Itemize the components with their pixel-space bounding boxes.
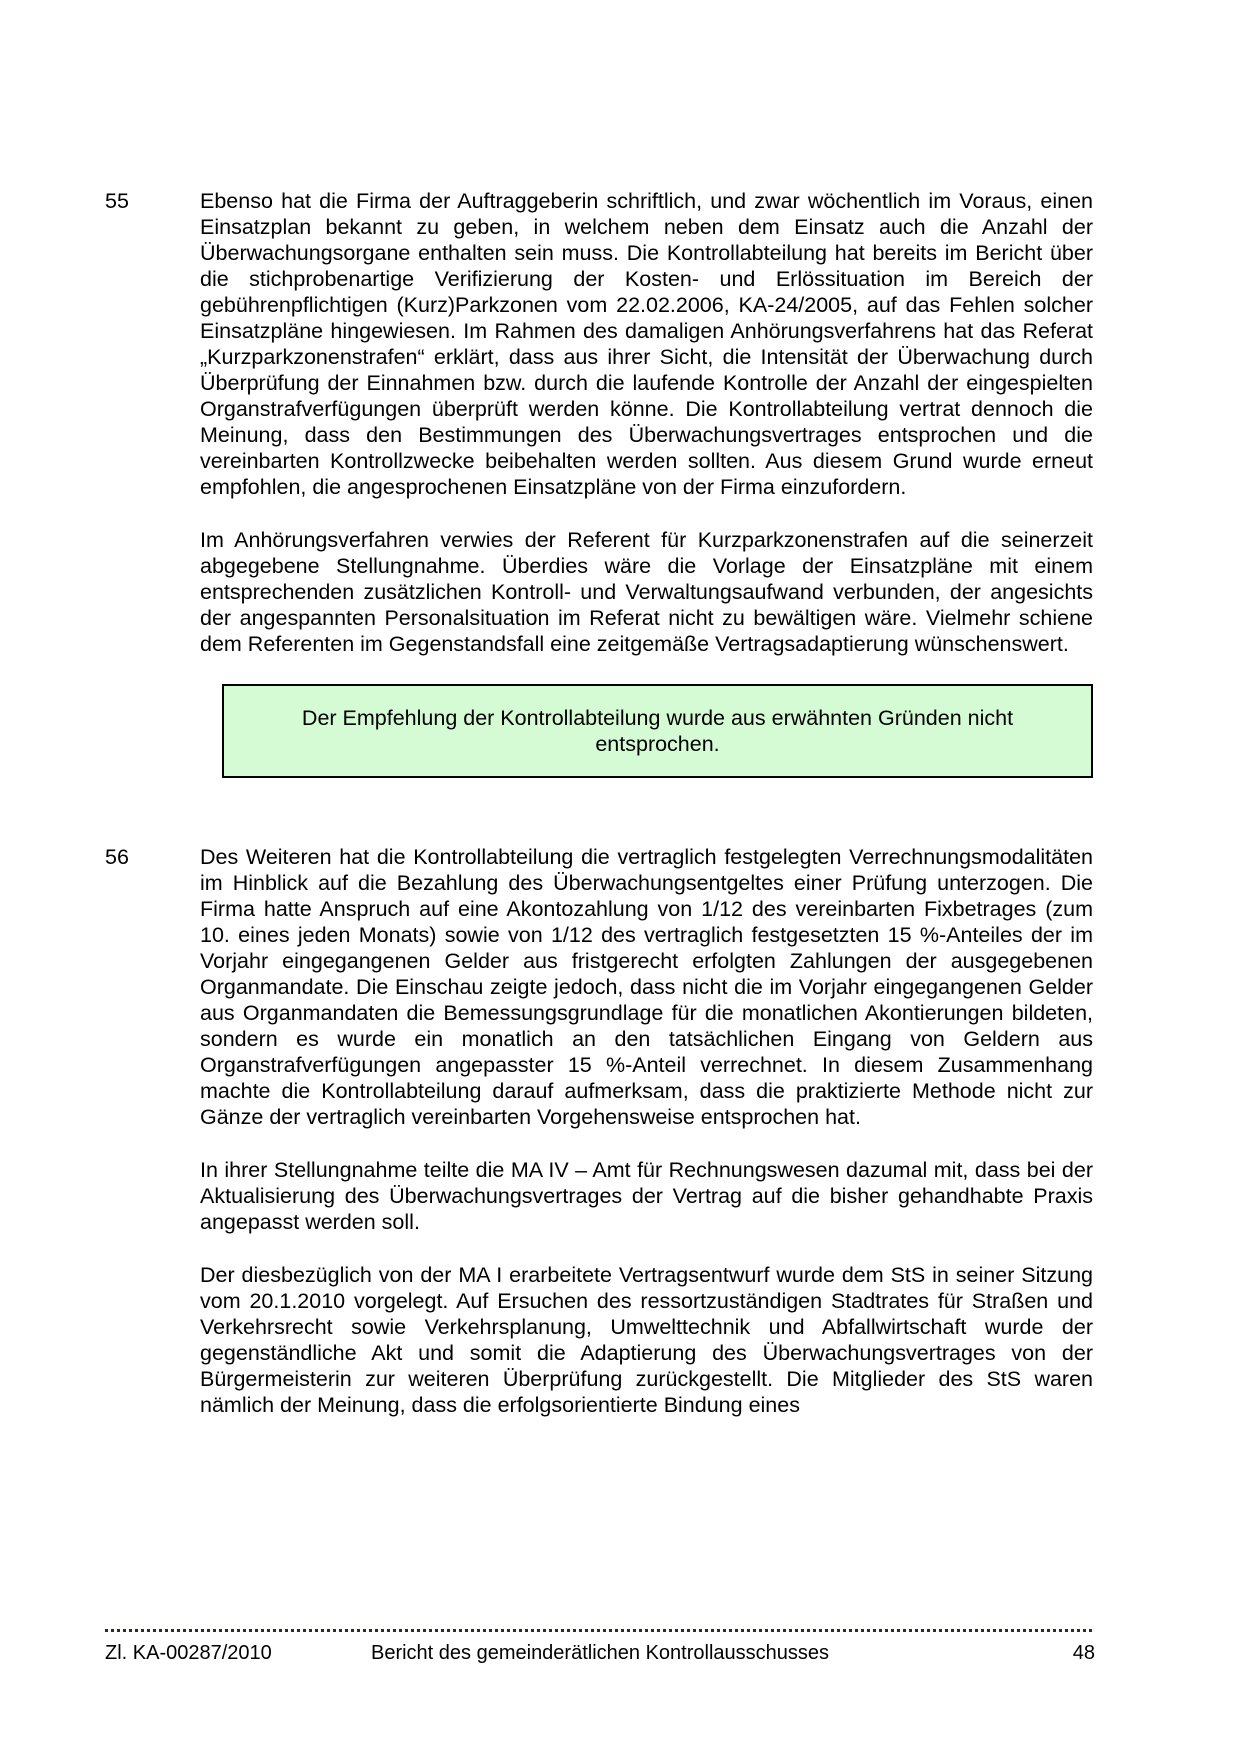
paragraph: In ihrer Stellungnahme teilte die MA IV – Amt für Rechnungswesen dazumal mit, dass bei der Aktualisierung des Überwachungsvertrages der Vertrag auf die bisher gehandhabte Praxis angepasst werden soll.	[200, 1158, 1093, 1234]
page-footer	[105, 1629, 1095, 1665]
document-content	[105, 188, 1093, 1418]
section-56	[105, 844, 1093, 1418]
footer-reference: Zl. KA-00287/2010	[105, 1642, 272, 1664]
footer-page-number: 48	[1072, 1642, 1095, 1664]
footer-row	[105, 1641, 1095, 1665]
section-body	[200, 188, 1093, 844]
section-body	[200, 844, 1093, 1418]
section-number: 55	[105, 189, 129, 213]
footer-divider	[105, 1629, 1095, 1632]
section-number: 56	[105, 845, 129, 869]
paragraph: Ebenso hat die Firma der Auftraggeberin schriftlich, und zwar wöchentlich im Voraus, einen Einsatzplan bekannt zu geben, in welchem neben dem Einsatz auch die Anzahl der Überwachungsorgane enthalten sein muss. Die Kontrollabteilung hat bereits im Bericht über die stichprobenartige Verifizierung der Kosten- und Erlössituation im Bereich der gebührenpflichtigen (Kurz)Parkzonen vom 22.02.2006, KA-24/2005, auf das Fehlen solcher Einsatzpläne hingewiesen. Im Rahmen des damaligen Anhörungsverfahrens hat das Referat „Kurzparkzonenstrafen“ erklärt, dass aus ihrer Sicht, die Intensität der Überwachung durch Überprüfung der Einnahmen bzw. durch die laufende Kontrolle der Anzahl der eingespielten Organstrafverfügungen überprüft werden könne. Die Kontrollabteilung vertrat dennoch die Meinung, dass den Bestimmungen des Überwachungsvertrages entsprochen und die vereinbarten Kontrollzwecke beibehalten werden sollten. Aus diesem Grund wurde erneut empfohlen, die angesprochenen Einsatzpläne von der Firma einzufordern.	[200, 189, 1093, 499]
footer-title: Bericht des gemeinderätlichen Kontrollausschusses	[370, 1642, 830, 1664]
section-55	[105, 188, 1093, 844]
paragraph: Im Anhörungsverfahren verwies der Referent für Kurzparkzonenstrafen auf die seinerzeit abgegebene Stellungnahme. Überdies wäre die Vorlage der Einsatzpläne mit einem entsprechenden zusätzlichen Kontroll- und Verwaltungsaufwand verbunden, der angesichts der angespannten Personalsituation im Referat nicht zu bewältigen wäre. Vielmehr schiene dem Referenten im Gegenstandsfall eine zeitgemäße Vertragsadaptierung wünschenswert.	[200, 528, 1093, 656]
recommendation-box: Der Empfehlung der Kontrollabteilung wurde aus erwähnten Gründen nicht entsprochen.	[222, 684, 1093, 778]
paragraph: Des Weiteren hat die Kontrollabteilung die vertraglich festgelegten Verrechnungsmodalitäten im Hinblick auf die Bezahlung des Überwachungsentgeltes einer Prüfung unterzogen. Die Firma hatte Anspruch auf eine Akontozahlung von 1/12 des vereinbarten Fixbetrages (zum 10. eines jeden Monats) sowie von 1/12 des vertraglich festgesetzten 15 %-Anteiles der im Vorjahr eingegangenen Gelder aus fristgerecht erfolgten Zahlungen der ausgegebenen Organmandate. Die Einschau zeigte jedoch, dass nicht die im Vorjahr eingegangenen Gelder aus Organmandaten die Bemessungsgrundlage für die monatlichen Akontierungen bildeten, sondern es wurde ein monatlich an den tatsächlichen Eingang von Geldern aus Organstrafverfügungen angepasster 15 %-Anteil verrechnet. In diesem Zusammenhang machte die Kontrollabteilung darauf aufmerksam, dass die praktizierte Methode nicht zur Gänze der vertraglich vereinbarten Vorgehensweise entsprochen hat.	[200, 845, 1093, 1129]
paragraph: Der diesbezüglich von der MA I erarbeitete Vertragsentwurf wurde dem StS in seiner Sitzung vom 20.1.2010 vorgelegt. Auf Ersuchen des ressortzuständigen Stadtrates für Straßen und Verkehrsrecht sowie Verkehrsplanung, Umwelttechnik und Abfallwirtschaft wurde der gegenständliche Akt und somit die Adaptierung des Überwachungsvertrages von der Bürgermeisterin zur weiteren Überprüfung zurückgestellt. Die Mitglieder des StS waren nämlich der Meinung, dass die erfolgsorientierte Bindung eines	[200, 1263, 1093, 1417]
